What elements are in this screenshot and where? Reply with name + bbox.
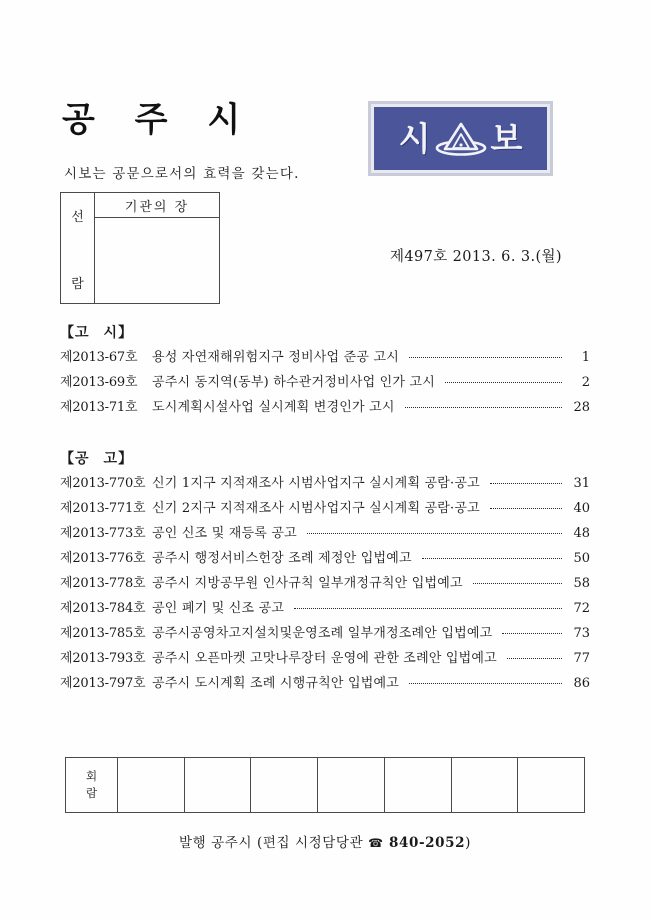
approval-box-signature-area [95,218,219,303]
toc-entry[interactable] [60,500,590,525]
toc-entry-page: 72 [573,601,590,616]
toc-entry[interactable] [60,374,590,399]
toc-entry-page: 86 [573,676,590,691]
circulation-label-bottom: 람 [85,786,98,800]
toc-entry[interactable] [60,525,590,550]
toc-section [60,322,590,424]
toc-entry[interactable] [60,399,590,424]
toc-entry[interactable] [60,349,590,374]
circulation-label-top: 회 [85,768,98,783]
footer-prefix: 발행 공주시 (편집 시정담당관 [178,835,369,851]
toc-leader-dots [307,525,562,537]
toc-entry[interactable] [60,625,590,650]
toc-section [60,448,590,700]
toc-entry[interactable] [60,475,590,500]
toc-leader-dots [490,475,562,487]
circulation-table [65,757,585,813]
toc-entry-number: 제2013-784호 [60,601,146,616]
toc-entry-title: 공주시 도시계획 조례 시행규칙안 입법예고 [152,676,399,691]
approval-box-header: 기관의 장 [95,193,219,218]
toc-entry[interactable] [60,550,590,575]
toc-entry-number: 제2013-778호 [60,576,146,591]
toc-entry-number: 제2013-773호 [60,526,146,541]
toc-entry-title: 공인 신조 및 재등록 공고 [152,526,297,541]
logo-char-left: 시 [398,119,431,158]
logo-inner-frame [371,104,550,173]
circulation-empty-cell[interactable] [251,758,318,812]
toc-entry-title: 공주시 행정서비스헌장 조례 제정안 입법예고 [152,551,412,566]
toc-section-heading-right: 고 [103,451,119,467]
toc-entry-title: 공주시 동지역(동부) 하수관거정비사업 인가 고시 [152,375,436,390]
masthead [0,0,650,320]
toc-leader-dots [490,500,562,512]
footer-publisher [0,831,650,851]
toc-entry-title: 신기 2지구 지적재조사 시범사업지구 실시계획 공람·공고 [152,501,480,516]
circulation-label-cell [66,758,118,812]
logo-field [374,107,547,170]
toc-entry-page: 2 [581,375,590,390]
issue-number-and-date: 제497호 2013. 6. 3.(월) [389,249,562,265]
circulation-empty-cell[interactable] [118,758,185,812]
footer-phone: 840-2052 [383,835,466,851]
toc-entry-page: 1 [581,350,590,365]
circulation-empty-cell[interactable] [518,758,584,812]
toc-entry-title: 도시계획시설사업 실시계획 변경인가 고시 [152,400,395,415]
toc-entry-page: 48 [573,526,590,541]
toc-entry-number: 제2013-770호 [60,476,146,491]
mountain-in-ellipse-icon [435,118,487,160]
toc-leader-dots [507,650,562,662]
toc-entry-page: 77 [573,651,590,666]
toc-leader-dots [405,399,562,411]
toc-entry-title: 용성 자연재해위험지구 정비사업 준공 고시 [152,350,399,365]
toc-leader-dots [294,600,562,612]
footer-suffix: ) [465,835,472,851]
approval-label-top: 선 [71,210,84,225]
toc-entry-number: 제2013-71호 [60,400,138,415]
toc-leader-dots [445,374,562,386]
logo-char-right: 보 [490,119,523,158]
toc-section-heading-right: 시 [103,325,119,341]
toc-entry-number: 제2013-69호 [60,375,138,390]
toc-entry-number: 제2013-776호 [60,551,146,566]
tagline: 시보는 공문으로서의 효력을 갖는다. [64,166,300,182]
toc-leader-dots [409,349,562,361]
toc-leader-dots [502,625,562,637]
toc-entry[interactable] [60,675,590,700]
toc-section-heading-left: 고 [75,325,90,341]
circulation-empty-cell[interactable] [318,758,385,812]
toc-entry-title: 공주시 오픈마켓 고맛나루장터 운영에 관한 조례안 입법예고 [152,651,497,666]
toc-entry-number: 제2013-785호 [60,626,146,641]
toc-entry-page: 40 [573,501,590,516]
toc-entry[interactable] [60,600,590,625]
toc-entry[interactable] [60,650,590,675]
toc-entry-number: 제2013-793호 [60,651,146,666]
toc-entry-page: 73 [573,626,590,641]
toc-section-heading-left: 공 [75,451,90,467]
circulation-empty-cell[interactable] [185,758,252,812]
toc-entry-title: 신기 1지구 지적재조사 시범사업지구 실시계획 공람·공고 [152,476,480,491]
approval-box [60,192,220,304]
toc-entry-number: 제2013-771호 [60,501,146,516]
circulation-empty-cell[interactable] [452,758,519,812]
toc-entry-page: 31 [573,476,590,491]
toc-section-heading: 【공 고】 [60,451,134,467]
toc-entry-page: 28 [573,400,590,415]
toc-entry-title: 공주시 지방공무원 인사규칙 일부개정규칙안 입법예고 [152,576,463,591]
circulation-empty-cell[interactable] [385,758,452,812]
toc-entry-page: 50 [573,551,590,566]
toc-entry-number: 제2013-67호 [60,350,138,365]
page-title: 공 주 시 [62,100,255,140]
toc-entry-number: 제2013-797호 [60,676,146,691]
siboe-logo [368,101,553,176]
toc-entry-page: 58 [573,576,590,591]
approval-label-bottom: 람 [71,277,84,292]
toc-leader-dots [409,675,562,687]
approval-box-right-column [95,193,219,303]
toc-entry[interactable] [60,575,590,600]
table-of-contents [60,322,590,700]
toc-entry-title: 공주시공영차고지설치및운영조례 일부개정조례안 입법예고 [152,626,493,641]
toc-leader-dots [473,575,562,587]
toc-section-heading: 【고 시】 [60,325,134,341]
approval-box-left-column [61,193,95,303]
telephone-icon: ☎ [368,836,384,850]
toc-leader-dots [422,550,562,562]
toc-entry-title: 공인 폐기 및 신조 공고 [152,601,285,616]
